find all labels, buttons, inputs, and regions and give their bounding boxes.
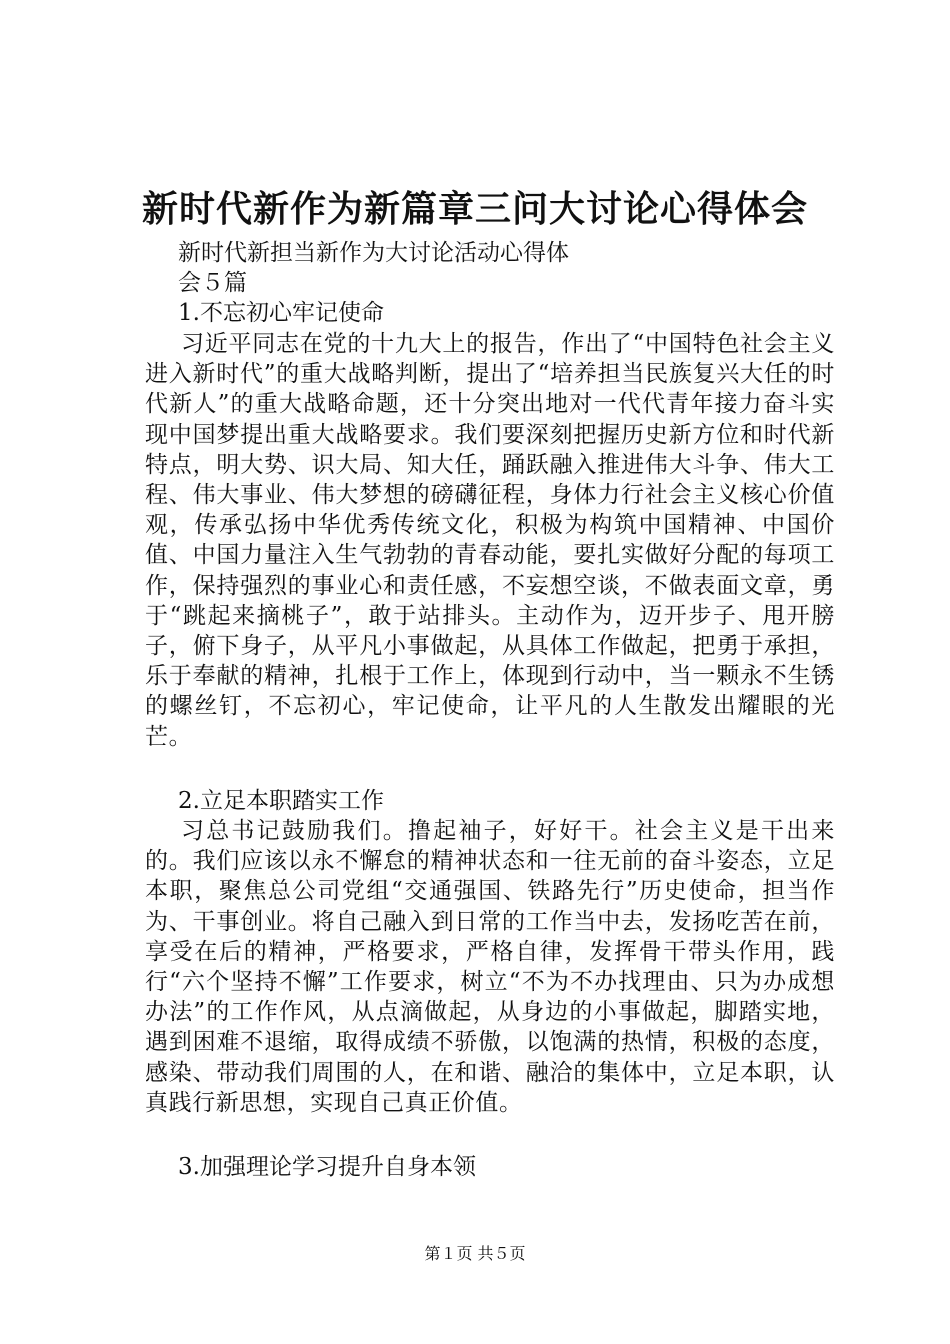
document-title: 新时代新作为新篇章三问大讨论心得体会 bbox=[141, 189, 808, 230]
document-subtitle bbox=[178, 238, 658, 298]
subtitle-line-1: 新时代新担当新作为大讨论活动心得体 bbox=[178, 240, 569, 266]
section-body-2: 习总书记鼓励我们。撸起袖子，好好干。社会主义是干出来的。我们应该以永不懈怠的精神状态和一往无前的奋斗姿态，立足本职，聚焦总公司党组“交通强国、铁路先行”历史使命，担当作为、干事创业。将自己融入到日常的工作当中去，发扬吃苦在前，享受在后的精神，严格要求，严格自律，发挥骨干带头作用，践行“六个坚持不懈”工作要求，树立“不为不办找理由、只为办成想办法”的工作作风，从点滴做起，从身边的小事做起，脚踏实地，遇到困难不退缩，取得成绩不骄傲，以饱满的热情，积极的态度，感染、带动我们周围的人，在和谐、融洽的集体中，立足本职，认真践行新思想，实现自己真正价值。 bbox=[145, 818, 835, 1116]
section-body-1: 习近平同志在党的十九大上的报告，作出了“中国特色社会主义进入新时代”的重大战略判断，提出了“培养担当民族复兴大任的时代新人”的重大战略命题，还十分突出地对一代代青年接力奋斗实现中国梦提出重大战略要求。我们要深刻把握历史新方位和时代新特点，明大势、识大局、知大任，踊跃融入推进伟大斗争、伟大工程、伟大事业、伟大梦想的磅礴征程，身体力行社会主义核心价值观，传承弘扬中华优秀传统文化，积极为构筑中国精神、中国价值、中国力量注入生气勃勃的青春动能，要扎实做好分配的每项工作，保持强烈的事业心和责任感，不妄想空谈，不做表面文章，勇于“跳起来摘桃子”，敢于站排头。主动作为，迈开步子、甩开膀子，俯下身子，从平凡小事做起，从具体工作做起，把勇于承担，乐于奉献的精神，扎根于工作上，体现到行动中，当一颗永不生锈的螺丝钉，不忘初心，牢记使命，让平凡的人生散发出耀眼的光芒。 bbox=[145, 331, 835, 750]
section-heading-2: 2.立足本职踏实工作 bbox=[178, 788, 384, 814]
section-heading-3: 3.加强理论学习提升自身本领 bbox=[178, 1154, 476, 1180]
section-heading-1: 1.不忘初心牢记使命 bbox=[178, 300, 384, 326]
subtitle-line-2: 会５篇 bbox=[178, 270, 247, 296]
page-number-footer: 第１页 共５页 bbox=[424, 1244, 526, 1263]
